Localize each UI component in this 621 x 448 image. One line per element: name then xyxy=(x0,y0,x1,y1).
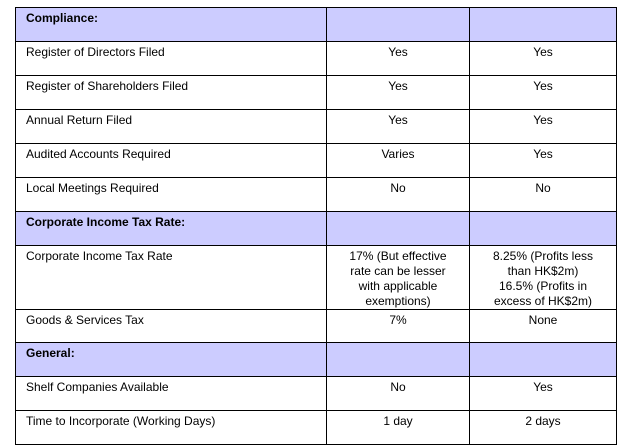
cell-value: Yes xyxy=(470,110,617,144)
section-header-tax xyxy=(16,212,617,246)
empty-cell xyxy=(470,8,617,42)
table-row xyxy=(16,110,617,144)
empty-cell xyxy=(327,343,470,377)
row-label: Register of Shareholders Filed xyxy=(16,76,327,110)
cell-line: with applicable xyxy=(358,279,438,293)
cell-value: Yes xyxy=(470,144,617,178)
cell-value: 2 days xyxy=(470,411,617,445)
cell-value: Yes xyxy=(470,377,617,411)
cell-value: Yes xyxy=(470,76,617,110)
cell-value: No xyxy=(470,178,617,212)
table-row xyxy=(16,76,617,110)
cell-value: Yes xyxy=(327,76,470,110)
cell-value: 1 day xyxy=(327,411,470,445)
cell-line: rate can be lesser xyxy=(350,264,446,278)
cell-line: 16.5% (Profits in xyxy=(498,279,588,293)
empty-cell xyxy=(327,8,470,42)
section-header-general xyxy=(16,343,617,377)
comparison-table xyxy=(15,7,617,445)
cell-value: No xyxy=(327,377,470,411)
cell-line: 17% (But effective xyxy=(349,249,447,263)
table-row xyxy=(16,246,617,310)
section-title: Compliance: xyxy=(16,8,327,42)
cell-value-multiline xyxy=(470,246,617,310)
empty-cell xyxy=(470,212,617,246)
row-label: Shelf Companies Available xyxy=(16,377,327,411)
row-label: Annual Return Filed xyxy=(16,110,327,144)
cell-value: None xyxy=(470,310,617,343)
row-label: Corporate Income Tax Rate xyxy=(16,246,327,310)
cell-line: excess of HK$2m) xyxy=(493,294,593,308)
row-label: Time to Incorporate (Working Days) xyxy=(16,411,327,445)
cell-value: 7% xyxy=(327,310,470,343)
table-row xyxy=(16,411,617,445)
table-row xyxy=(16,178,617,212)
cell-value: Yes xyxy=(470,42,617,76)
cell-line: exemptions) xyxy=(365,294,431,308)
cell-value: Yes xyxy=(327,42,470,76)
row-label: Audited Accounts Required xyxy=(16,144,327,178)
section-title: General: xyxy=(16,343,327,377)
cell-value: No xyxy=(327,178,470,212)
table-row xyxy=(16,310,617,343)
cell-line: 8.25% (Profits less xyxy=(492,249,594,263)
cell-line: than HK$2m) xyxy=(507,264,579,278)
empty-cell xyxy=(327,212,470,246)
cell-value-multiline xyxy=(327,246,470,310)
cell-value: Varies xyxy=(327,144,470,178)
section-title: Corporate Income Tax Rate: xyxy=(16,212,327,246)
row-label: Goods & Services Tax xyxy=(16,310,327,343)
row-label: Local Meetings Required xyxy=(16,178,327,212)
cell-value: Yes xyxy=(327,110,470,144)
section-header-compliance xyxy=(16,8,617,42)
empty-cell xyxy=(470,343,617,377)
table-row xyxy=(16,144,617,178)
row-label: Register of Directors Filed xyxy=(16,42,327,76)
table-row xyxy=(16,377,617,411)
table-row xyxy=(16,42,617,76)
